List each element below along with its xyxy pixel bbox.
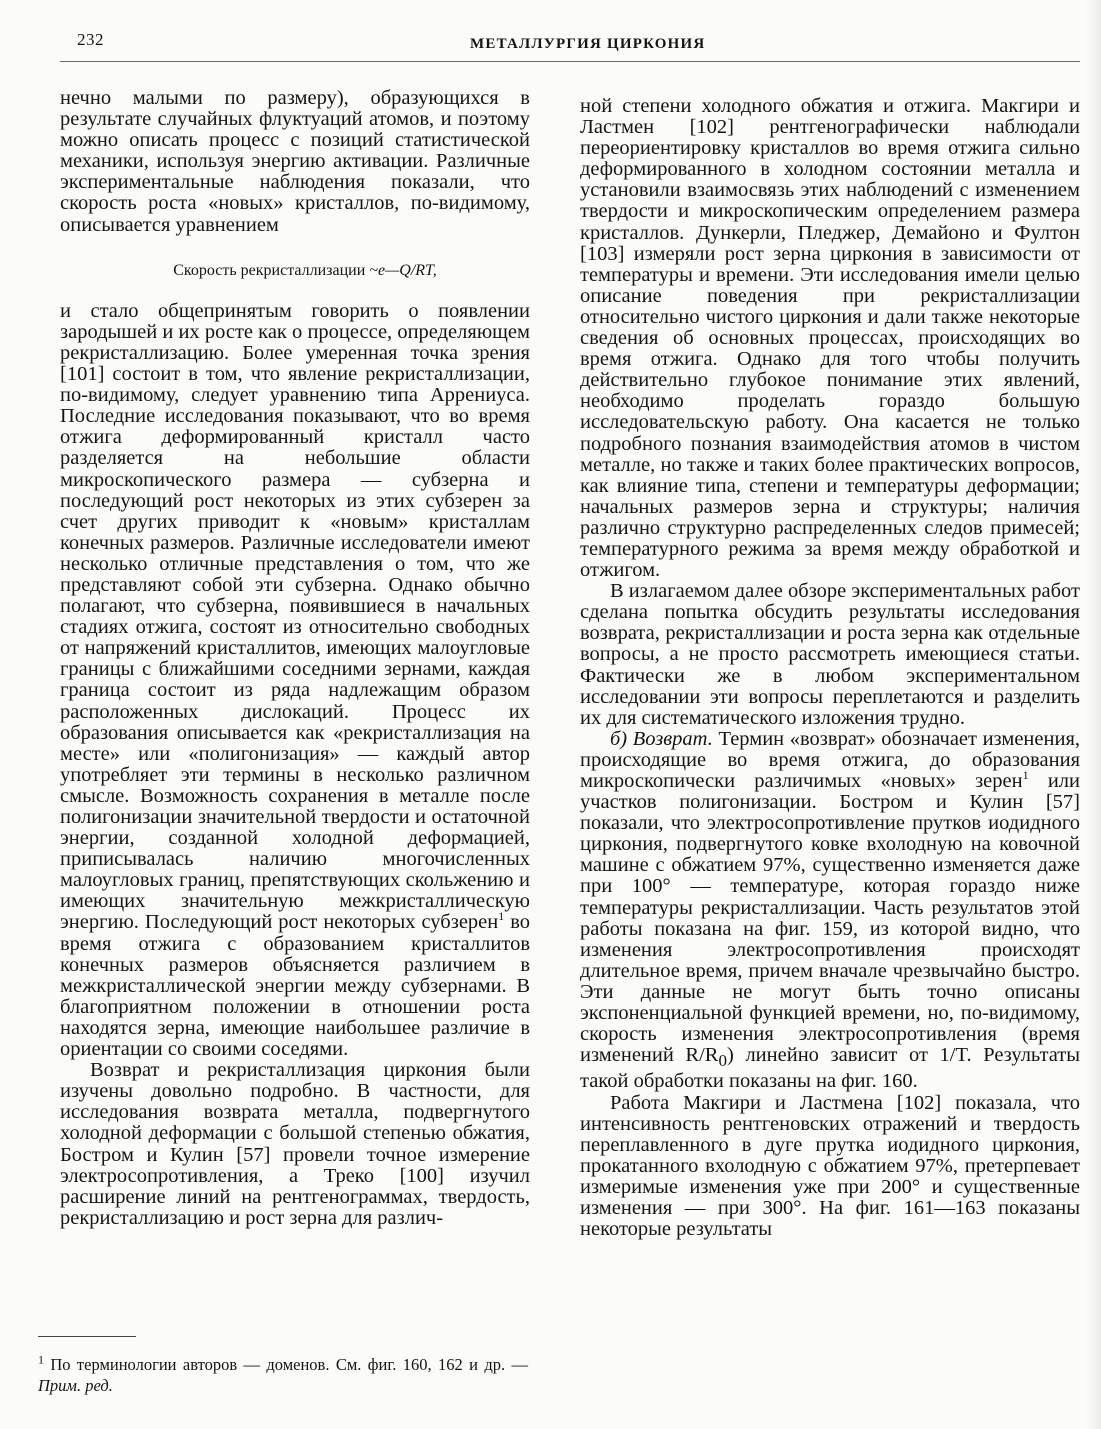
scan-edge-shadow bbox=[1085, 0, 1101, 1429]
right-column bbox=[580, 96, 1080, 1240]
paragraph bbox=[60, 301, 530, 1060]
paragraph: Возврат и рекристаллизация циркония были изучены довольно подробно. В частности, для исследования возврата металла, подвергнутого холодной деформации с большой степенью обжатия, Бостром и Кулин [57] провели точное измерение электросопротивления, а Треко [100] изучил расширение линий на рентгенограммах, твердость, рекристаллизацию и рост зерна для различ- bbox=[60, 1059, 530, 1229]
running-title: МЕТАЛЛУРГИЯ ЦИРКОНИЯ bbox=[470, 36, 706, 52]
paragraph-text: и стало общепринятым говорить о появлении зародышей и их росте как о процессе, определяющем рекристаллизацию. Более умеренная точка зрения [101] состоит в том, что явление рекристаллизации, по-видимому, следует уравнению типа Аррениуса. Последние исследования показывают, что во время отжига деформированный кристалл часто разделяется на небольшие области микроскопического размера — субзерна и последующий рост некоторых из этих субзерен за счет других приводит к «новым» кристаллам конечных размеров. Различные исследователи имеют несколько отличные представления о том, что же представляют собой эти субзерна. Однако обычно полагают, что субзерна, появившиеся в начальных стадиях отжига, состоят из относительно свободных от напряжений кристаллитов, имеющих малоугловые границы с ближайшими соседними зернами, каждая граница состоит из ряда надлежащим образом расположенных дислокаций. Процесс их образования описывается как «рекристаллизация на месте» или «полигонизация» — каждый автор употребляет эти термины в несколько различном смысле. Возможность сохранения в металле после полигонизации значительной твердости и остаточной энергии, созданной холодной деформацией, приписывалась наличию многочисленных малоугловых границ, препятствующих скольжению и имеющих значительную межкристаллическую энергию. Последующий рост некоторых субзерен bbox=[60, 299, 530, 934]
footnote-ref: 1 bbox=[1022, 768, 1029, 783]
paragraph: Работа Макгири и Ластмена [102] показала, что интенсивность рентгеновских отражений и твердость переплавленного в дуге прутка иодидного циркония, прокатанного вхолодную с обжатием 97%, претерпевает измеримые изменения уже при 200° и существенные изменения — при 300°. На фиг. 161—163 показаны некоторые результаты bbox=[580, 1091, 1080, 1241]
footnote-marker: 1 bbox=[38, 1352, 44, 1367]
header-rule bbox=[60, 61, 1080, 62]
paragraph-text: во время отжига с образованием кристаллитов конечных размеров объясняется различием в межкристаллической энергии между субзернами. В благоприятном положении в отношении роста находятся зерна, имеющие наибольшее различие в ориентации со своими соседями. bbox=[60, 911, 530, 1061]
page-number: 232 bbox=[77, 30, 104, 49]
footnote-text: По терминологии авторов — доменов. См. фиг. 160, 162 и др. — bbox=[44, 1355, 528, 1374]
formula-label: Скорость рекристаллизации bbox=[173, 261, 366, 279]
left-column bbox=[60, 88, 530, 1229]
paragraph: ной степени холодного обжатия и отжига. Макгири и Ластмен [102] рентгенографически наблюдали переориентировку кристаллов во время отжига сильно деформированного в холодном состоянии металла и установили взаимосвязь этих наблюдений с изменением твердости и микроскопическим определением размера кристаллов. Дункерли, Пледжер, Демайоно и Фултон [103] измеряли рост зерна циркония в зависимости от температуры и времени. Эти исследования имели целью описание поведения при рекристаллизации относительно чистого циркония и дали также некоторые сведения об основных процессах, происходящих во время отжига. Однако для того чтобы получить действительно глубокое понимание этих явлений, необходимо проделать гораздо большую исследовательскую работу. Она касается не только подробного познания взаимодействия атомов в чистом металле, но также и таких более практических вопросов, как влияние типа, степени и температуры деформации; начальных размеров зерна и структуры; наличия различно структурно распределенных следов примесей; температурного режима за время между обработкой и отжигом. bbox=[580, 95, 1080, 582]
formula bbox=[80, 260, 530, 281]
paragraph bbox=[580, 729, 1080, 1093]
subscript: 0 bbox=[718, 1051, 728, 1071]
paragraph-text: Термин «возврат» обозначает изменения, происходящие во время отжига, до образования микроскопически различимых «новых» зерен bbox=[580, 727, 1081, 792]
footnote-rule bbox=[38, 1336, 136, 1337]
paragraph-text: ) линейно зависит от 1/T. Результаты такой обработки показаны на фиг. 160. bbox=[580, 1044, 1081, 1093]
paragraph-text: или участков полигонизации. Бостром и Кулин [57] показали, что электросопротивление прутков иодидного циркония, подвергнутого ковке вхолодную на ковочной машине с обжатием 97%, существенно изменяется даже при 100° — температуре, которая гораздо ниже температуры рекристаллизации. Часть результатов этой работы показана на фиг. 159, из которой видно, что изменения электросопротивления происходят длительное время, причем вначале чрезвычайно быстро. Эти данные не могут быть точно описаны экспоненциальной функцией времени, но, по-видимому, скорость изменения электросопротивления (время изменений R/R bbox=[580, 770, 1081, 1067]
section-heading: б) Возврат. bbox=[610, 727, 713, 750]
footnote-ref: 1 bbox=[498, 909, 505, 924]
editor-note: Прим. ред. bbox=[38, 1376, 113, 1395]
paragraph: В излагаемом далее обзоре экспериментальных работ сделана попытка обсудить результаты исследования возврата, рекристаллизации и роста зерна как отдельные вопросы, а не просто рассмотреть имеющиеся статьи. Фактически же в любом экспериментальном исследовании эти вопросы переплетаются и разделить их для систематического изложения трудно. bbox=[580, 580, 1080, 729]
formula-expression: ~e—Q/RT, bbox=[369, 261, 437, 279]
footnote bbox=[38, 1354, 528, 1396]
paragraph: нечно малыми по размеру), образующихся в результате случайных флуктуаций атомов, и поэтому можно описать процесс с позиций статистической механики, используя энергию активации. Различные экспериментальные наблюдения показали, что скорость роста «новых» кристаллов, по-видимому, описывается уравнением bbox=[60, 87, 530, 236]
